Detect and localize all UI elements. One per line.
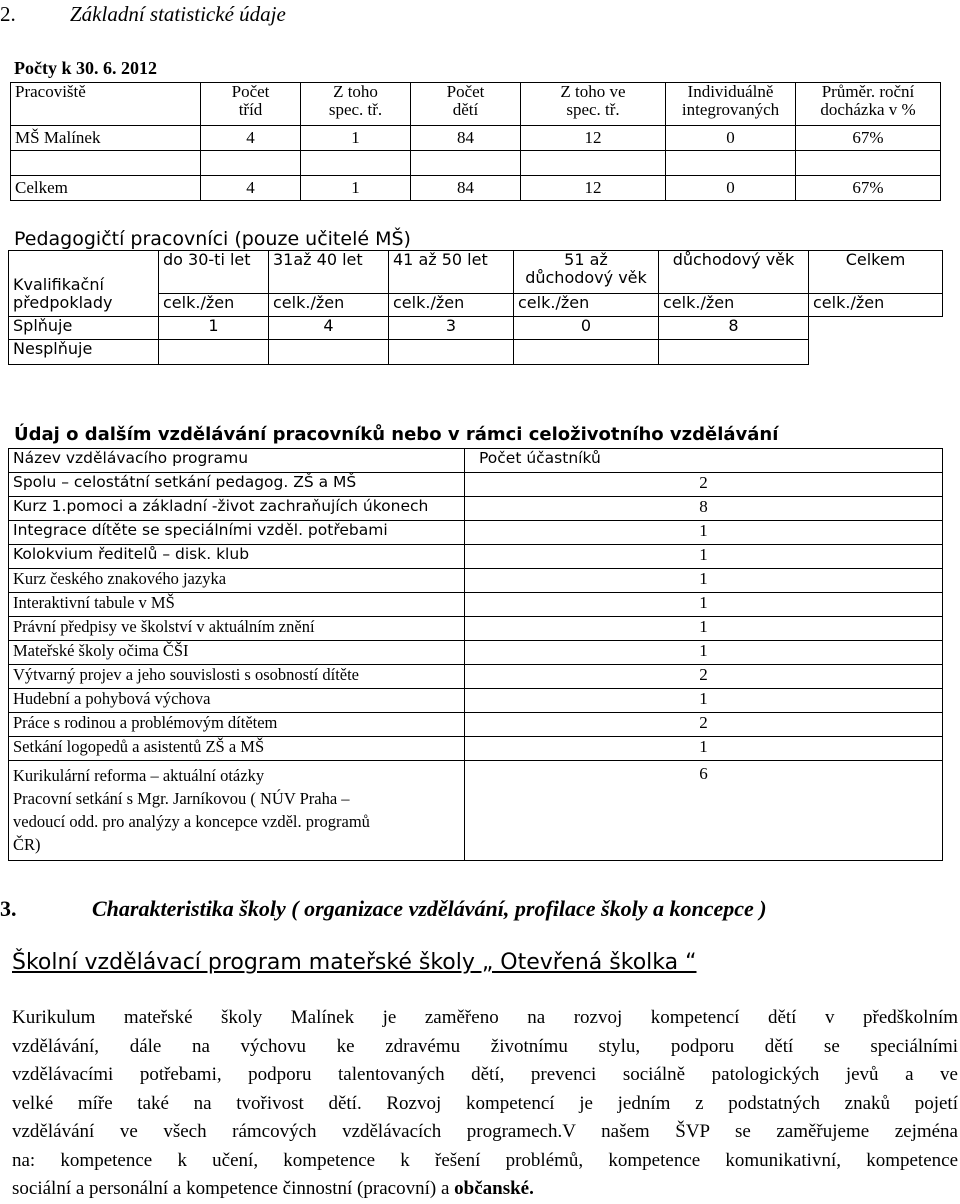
- sub-label: celk./žen: [514, 294, 659, 317]
- education-count: 2: [465, 713, 943, 737]
- table-cell: [11, 151, 201, 176]
- table-cell: 4: [269, 317, 389, 340]
- table-cell: [514, 340, 659, 365]
- table-cell: [809, 317, 943, 340]
- table-cell: 3: [389, 317, 514, 340]
- sub-label: celk./žen: [809, 294, 943, 317]
- table-cell: 0: [666, 126, 796, 151]
- education-program-name: Kurz českého znakového jazyka: [9, 569, 465, 593]
- table-cell: [809, 340, 943, 365]
- education-program-name: Spolu – celostátní setkání pedagog. ZŠ a MŠ: [9, 473, 465, 497]
- table-cell: 12: [521, 176, 666, 201]
- table-cell: [521, 151, 666, 176]
- counts-header-row: [11, 83, 941, 126]
- age-group-header: 41 až 50 let: [389, 251, 514, 294]
- sub-label: celk./žen: [269, 294, 389, 317]
- counts-header-cell: Individuálně integrovaných: [666, 83, 796, 126]
- table-cell: 67%: [796, 126, 941, 151]
- education-program-name: Kurz 1.pomoci a základní -život zachraňujích úkonech: [9, 497, 465, 521]
- paragraph-line: Kurikulum mateřské školy Malínek je zaměřeno na rozvoj kompetencí dětí v předškolním: [12, 1007, 958, 1028]
- section-3-number: 3.: [0, 896, 17, 921]
- education-program-name: Interaktivní tabule v MŠ: [9, 593, 465, 617]
- table-row: [9, 617, 943, 641]
- table-cell: [666, 151, 796, 176]
- education-title: Údaj o dalším vzdělávání pracovníků nebo v rámci celoživotního vzdělávání: [14, 424, 779, 445]
- education-program-name: Kurikulární reforma – aktuální otázky Pracovní setkání s Mgr. Jarníkovou ( NÚV Praha – vedoucí odd. pro analýzy a koncepce vzděl. programů ČR): [9, 761, 465, 861]
- table-row: [11, 126, 941, 151]
- education-count: 1: [465, 737, 943, 761]
- table-cell: [411, 151, 521, 176]
- counts-header-cell: Pracoviště: [11, 83, 201, 126]
- age-group-header: 31až 40 let: [269, 251, 389, 294]
- education-program-name: Integrace dítěte se speciálními vzděl. potřebami: [9, 521, 465, 545]
- education-count: 6: [465, 761, 943, 861]
- table-row: [9, 569, 943, 593]
- sub-label: celk./žen: [389, 294, 514, 317]
- table-cell: 0: [666, 176, 796, 201]
- table-row: [9, 641, 943, 665]
- education-program-name: Mateřské školy očima ČŠI: [9, 641, 465, 665]
- section-3-heading: [0, 896, 767, 922]
- table-cell: [159, 340, 269, 365]
- table-row: [9, 497, 943, 521]
- counts-header-cell: Průměr. roční docházka v %: [796, 83, 941, 126]
- counts-header-cell: Z toho ve spec. tř.: [521, 83, 666, 126]
- education-count: 1: [465, 689, 943, 713]
- paragraph-line: sociální a personální a kompetence činnostní (pracovní) a občanské.: [12, 1178, 534, 1199]
- table-cell: [301, 151, 411, 176]
- table-cell: [659, 340, 809, 365]
- sub-label: celk./žen: [659, 294, 809, 317]
- counts-header-cell: Počet tříd: [201, 83, 301, 126]
- paragraph-line: velké míře také na tvořivost dětí. Rozvoj kompetencí je jedním z podstatných znaků pojetí: [12, 1092, 958, 1114]
- education-header-row: [9, 449, 943, 473]
- staff-row-label: Splňuje: [9, 317, 159, 340]
- table-cell: Celkem: [11, 176, 201, 201]
- table-row: [9, 545, 943, 569]
- row-header-cell: [9, 251, 159, 317]
- program-title: Školní vzdělávací program mateřské školy „ Otevřená školka “: [12, 950, 697, 975]
- table-cell: [796, 151, 941, 176]
- education-program-name: Právní předpisy ve školství v aktuálním znění: [9, 617, 465, 641]
- table-cell: MŠ Malínek: [11, 126, 201, 151]
- table-cell: 0: [514, 317, 659, 340]
- row-header-line2: předpoklady: [13, 293, 113, 312]
- paragraph-line: vzdělávání, dále na výchovu ke zdravému životnímu stylu, podporu dětí se speciálními: [12, 1035, 958, 1057]
- table-row: [11, 151, 941, 176]
- education-program-name: Setkání logopedů a asistentů ZŠ a MŠ: [9, 737, 465, 761]
- counts-header-cell: Počet dětí: [411, 83, 521, 126]
- table-row: [9, 340, 943, 365]
- table-row: [9, 713, 943, 737]
- education-program-name: Výtvarný projev a jeho souvislosti s osobností dítěte: [9, 665, 465, 689]
- table-cell: 1: [301, 126, 411, 151]
- education-count: 2: [465, 473, 943, 497]
- table-row: [9, 473, 943, 497]
- education-program-name: Práce s rodinou a problémovým dítětem: [9, 713, 465, 737]
- table-row: [9, 521, 943, 545]
- counts-header-cell: Z toho spec. tř.: [301, 83, 411, 126]
- education-table: [8, 448, 943, 861]
- count-column-header: Počet účastníků: [465, 449, 943, 473]
- paragraph-line: vzdělávání ve všech rámcových vzdělávacích programech.V našem ŠVP se zaměřujeme zejména: [12, 1121, 958, 1142]
- curriculum-paragraph: [12, 1004, 958, 1204]
- table-cell: 67%: [796, 176, 941, 201]
- counts-title: Počty k 30. 6. 2012: [14, 58, 157, 78]
- table-cell: [389, 340, 514, 365]
- table-row: [9, 737, 943, 761]
- staff-title: Pedagogičtí pracovníci (pouze učitelé MŠ): [14, 228, 411, 250]
- table-row: [9, 761, 943, 861]
- paragraph-line: na: kompetence k učení, kompetence k řešení problémů, kompetence komunikativní, kompetence: [12, 1149, 958, 1171]
- sub-label: celk./žen: [159, 294, 269, 317]
- table-row: [9, 689, 943, 713]
- table-cell: 84: [411, 176, 521, 201]
- table-cell: 12: [521, 126, 666, 151]
- education-count: 1: [465, 545, 943, 569]
- education-count: 1: [465, 521, 943, 545]
- staff-table: [8, 250, 943, 365]
- table-cell: 1: [301, 176, 411, 201]
- table-cell: [201, 151, 301, 176]
- education-count: 1: [465, 593, 943, 617]
- age-group-header: 51 až důchodový věk: [514, 251, 659, 294]
- education-count: 1: [465, 617, 943, 641]
- staff-row-label: Nesplňuje: [9, 340, 159, 365]
- table-cell: 1: [159, 317, 269, 340]
- age-group-header: do 30-ti let: [159, 251, 269, 294]
- row-header-line1: Kvalifikační: [13, 275, 104, 294]
- education-program-name: Hudební a pohybová výchova: [9, 689, 465, 713]
- table-cell: 8: [659, 317, 809, 340]
- section-2-number: 2.: [0, 2, 16, 26]
- table-cell: 4: [201, 176, 301, 201]
- education-count: 1: [465, 569, 943, 593]
- program-column-header: Název vzdělávacího programu: [9, 449, 465, 473]
- education-count: 1: [465, 641, 943, 665]
- table-row: [9, 317, 943, 340]
- paragraph-line: vzdělávacími potřebami, podporu talentovaných dětí, prevenci sociálně patologických jevů a ve: [12, 1064, 958, 1085]
- table-row: [11, 176, 941, 201]
- section-3-title: Charakteristika školy ( organizace vzdělávání, profilace školy a koncepce ): [92, 896, 767, 921]
- table-cell: 84: [411, 126, 521, 151]
- section-2-title: Základní statistické údaje: [70, 2, 286, 26]
- education-program-name: Kolokvium ředitelů – disk. klub: [9, 545, 465, 569]
- table-cell: 4: [201, 126, 301, 151]
- section-2-heading: [0, 2, 286, 27]
- table-row: [9, 593, 943, 617]
- table-cell: [269, 340, 389, 365]
- table-row: [9, 665, 943, 689]
- age-group-header: důchodový věk: [659, 251, 809, 294]
- age-group-header: Celkem: [809, 251, 943, 294]
- counts-table: [10, 82, 941, 201]
- staff-header-row: [9, 251, 943, 294]
- education-count: 8: [465, 497, 943, 521]
- education-count: 2: [465, 665, 943, 689]
